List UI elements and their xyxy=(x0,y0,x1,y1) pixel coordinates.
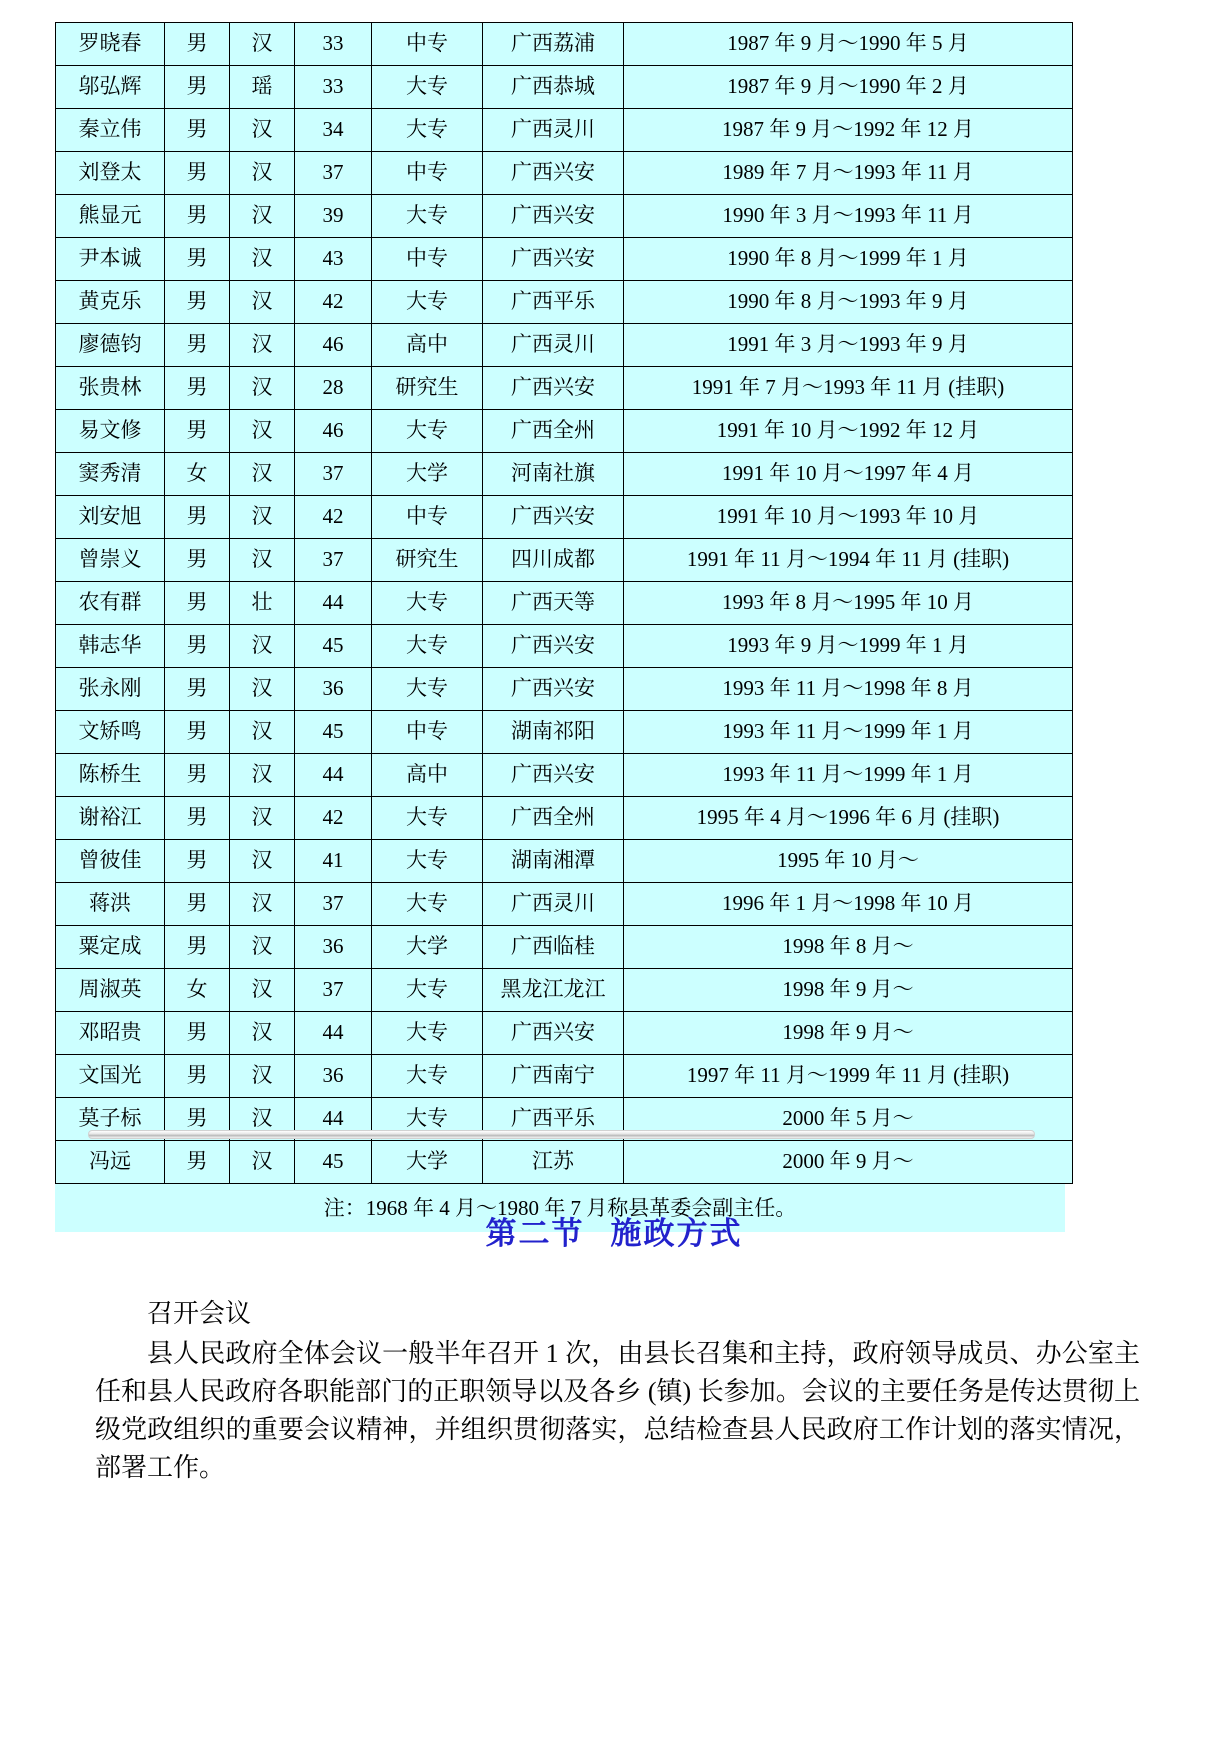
cell-term: 1987 年 9 月～1992 年 12 月 xyxy=(624,109,1073,152)
cell-age: 44 xyxy=(295,1098,372,1141)
cell-age: 44 xyxy=(295,754,372,797)
table-row xyxy=(56,23,1073,66)
cell-origin: 河南社旗 xyxy=(483,453,624,496)
cell-origin: 广西临桂 xyxy=(483,926,624,969)
content-paragraph: 县人民政府全体会议一般半年召开 1 次，由县长召集和主持，政府领导成员、办公室主任和县人民政府各职能部门的正职领导以及各乡 (镇) 长参加。会议的主要任务是传达贯彻上级党政组织的重要会议精神，并组织贯彻落实，总结检查县人民政府工作计划的落实情况，部署工作。 xyxy=(95,1338,1140,1482)
cell-name: 韩志华 xyxy=(56,625,165,668)
cell-age: 36 xyxy=(295,926,372,969)
cell-term: 1996 年 1 月～1998 年 10 月 xyxy=(624,883,1073,926)
cell-education: 大专 xyxy=(372,969,483,1012)
cell-term: 1991 年 10 月～1997 年 4 月 xyxy=(624,453,1073,496)
cell-age: 37 xyxy=(295,453,372,496)
cell-name: 莫子标 xyxy=(56,1098,165,1141)
cell-sex: 男 xyxy=(165,152,230,195)
cell-ethnicity: 汉 xyxy=(230,367,295,410)
officials-roster-table xyxy=(55,22,1073,1184)
cell-education: 大专 xyxy=(372,1055,483,1098)
section-divider xyxy=(88,1130,1035,1139)
cell-education: 大专 xyxy=(372,195,483,238)
cell-name: 文矫鸣 xyxy=(56,711,165,754)
cell-education: 中专 xyxy=(372,23,483,66)
table-row xyxy=(56,152,1073,195)
cell-sex: 男 xyxy=(165,625,230,668)
cell-education: 大专 xyxy=(372,582,483,625)
cell-ethnicity: 汉 xyxy=(230,1098,295,1141)
cell-origin: 广西灵川 xyxy=(483,109,624,152)
cell-age: 36 xyxy=(295,1055,372,1098)
cell-education: 研究生 xyxy=(372,367,483,410)
cell-sex: 男 xyxy=(165,883,230,926)
cell-ethnicity: 汉 xyxy=(230,410,295,453)
cell-term: 1990 年 8 月～1993 年 9 月 xyxy=(624,281,1073,324)
cell-sex: 男 xyxy=(165,281,230,324)
table-row xyxy=(56,926,1073,969)
cell-term: 1993 年 8 月～1995 年 10 月 xyxy=(624,582,1073,625)
cell-age: 37 xyxy=(295,969,372,1012)
cell-term: 1998 年 9 月～ xyxy=(624,969,1073,1012)
cell-name: 熊显元 xyxy=(56,195,165,238)
table-row xyxy=(56,410,1073,453)
cell-ethnicity: 汉 xyxy=(230,238,295,281)
cell-ethnicity: 汉 xyxy=(230,883,295,926)
cell-sex: 男 xyxy=(165,496,230,539)
cell-term: 1991 年 11 月～1994 年 11 月 (挂职) xyxy=(624,539,1073,582)
cell-origin: 四川成都 xyxy=(483,539,624,582)
cell-term: 1987 年 9 月～1990 年 2 月 xyxy=(624,66,1073,109)
cell-name: 冯远 xyxy=(56,1141,165,1184)
cell-origin: 广西兴安 xyxy=(483,496,624,539)
cell-name: 张贵林 xyxy=(56,367,165,410)
cell-education: 大专 xyxy=(372,109,483,152)
table-row xyxy=(56,195,1073,238)
cell-name: 黄克乐 xyxy=(56,281,165,324)
cell-education: 中专 xyxy=(372,238,483,281)
table-row xyxy=(56,281,1073,324)
cell-ethnicity: 汉 xyxy=(230,152,295,195)
cell-sex: 女 xyxy=(165,453,230,496)
table-row xyxy=(56,238,1073,281)
cell-sex: 男 xyxy=(165,195,230,238)
cell-age: 28 xyxy=(295,367,372,410)
cell-origin: 广西全州 xyxy=(483,797,624,840)
cell-name: 蒋洪 xyxy=(56,883,165,926)
cell-sex: 男 xyxy=(165,539,230,582)
cell-ethnicity: 汉 xyxy=(230,281,295,324)
cell-origin: 广西兴安 xyxy=(483,195,624,238)
cell-age: 37 xyxy=(295,539,372,582)
cell-ethnicity: 汉 xyxy=(230,1012,295,1055)
table-row xyxy=(56,66,1073,109)
cell-name: 刘安旭 xyxy=(56,496,165,539)
cell-name: 邬弘辉 xyxy=(56,66,165,109)
cell-origin: 广西全州 xyxy=(483,410,624,453)
cell-ethnicity: 汉 xyxy=(230,195,295,238)
cell-age: 44 xyxy=(295,582,372,625)
table-row xyxy=(56,453,1073,496)
cell-education: 大专 xyxy=(372,668,483,711)
table-note: 注：1968 年 4 月～1980 年 7 月称县革委会副主任。 xyxy=(55,1184,1065,1232)
cell-age: 33 xyxy=(295,23,372,66)
cell-name: 窦秀清 xyxy=(56,453,165,496)
cell-education: 大专 xyxy=(372,1098,483,1141)
cell-age: 42 xyxy=(295,797,372,840)
cell-term: 1998 年 8 月～ xyxy=(624,926,1073,969)
cell-sex: 男 xyxy=(165,754,230,797)
section-title: 施政方式 xyxy=(610,1216,743,1251)
cell-name: 廖德钧 xyxy=(56,324,165,367)
cell-ethnicity: 汉 xyxy=(230,453,295,496)
cell-origin: 广西恭城 xyxy=(483,66,624,109)
cell-education: 大专 xyxy=(372,625,483,668)
cell-term: 1991 年 3 月～1993 年 9 月 xyxy=(624,324,1073,367)
cell-term: 1993 年 11 月～1999 年 1 月 xyxy=(624,754,1073,797)
cell-sex: 男 xyxy=(165,66,230,109)
cell-name: 易文修 xyxy=(56,410,165,453)
section-heading xyxy=(0,1208,1228,1253)
cell-origin: 广西平乐 xyxy=(483,281,624,324)
cell-term: 1993 年 11 月～1998 年 8 月 xyxy=(624,668,1073,711)
table-row xyxy=(56,754,1073,797)
content-subheading: 召开会议 xyxy=(147,1299,252,1328)
cell-education: 大专 xyxy=(372,797,483,840)
cell-age: 42 xyxy=(295,496,372,539)
cell-origin: 广西灵川 xyxy=(483,883,624,926)
cell-origin: 黑龙江龙江 xyxy=(483,969,624,1012)
cell-origin: 湖南湘潭 xyxy=(483,840,624,883)
cell-age: 46 xyxy=(295,324,372,367)
cell-origin: 广西兴安 xyxy=(483,754,624,797)
cell-name: 谢裕江 xyxy=(56,797,165,840)
cell-term: 1998 年 9 月～ xyxy=(624,1012,1073,1055)
table-body xyxy=(56,23,1073,1184)
table-row xyxy=(56,840,1073,883)
cell-term: 1990 年 3 月～1993 年 11 月 xyxy=(624,195,1073,238)
cell-education: 大学 xyxy=(372,926,483,969)
table-row xyxy=(56,539,1073,582)
cell-sex: 男 xyxy=(165,1012,230,1055)
cell-ethnicity: 壮 xyxy=(230,582,295,625)
cell-education: 高中 xyxy=(372,324,483,367)
cell-sex: 男 xyxy=(165,840,230,883)
cell-sex: 男 xyxy=(165,23,230,66)
cell-ethnicity: 瑶 xyxy=(230,66,295,109)
cell-term: 2000 年 9 月～ xyxy=(624,1141,1073,1184)
cell-education: 大专 xyxy=(372,410,483,453)
cell-ethnicity: 汉 xyxy=(230,539,295,582)
cell-sex: 男 xyxy=(165,1098,230,1141)
table-row xyxy=(56,109,1073,152)
cell-term: 1991 年 10 月～1993 年 10 月 xyxy=(624,496,1073,539)
cell-age: 36 xyxy=(295,668,372,711)
cell-sex: 女 xyxy=(165,969,230,1012)
cell-education: 大专 xyxy=(372,883,483,926)
cell-term: 1991 年 7 月～1993 年 11 月 (挂职) xyxy=(624,367,1073,410)
table-row xyxy=(56,582,1073,625)
cell-origin: 湖南祁阳 xyxy=(483,711,624,754)
cell-sex: 男 xyxy=(165,668,230,711)
table-row xyxy=(56,1012,1073,1055)
cell-age: 45 xyxy=(295,711,372,754)
cell-sex: 男 xyxy=(165,109,230,152)
cell-age: 46 xyxy=(295,410,372,453)
officials-roster-table-wrapper xyxy=(55,22,1065,1232)
table-row xyxy=(56,1055,1073,1098)
cell-sex: 男 xyxy=(165,238,230,281)
cell-age: 33 xyxy=(295,66,372,109)
section-number: 第二节 xyxy=(485,1216,585,1251)
cell-education: 研究生 xyxy=(372,539,483,582)
cell-origin: 广西荔浦 xyxy=(483,23,624,66)
table-row xyxy=(56,668,1073,711)
cell-education: 中专 xyxy=(372,152,483,195)
cell-ethnicity: 汉 xyxy=(230,1141,295,1184)
cell-name: 文国光 xyxy=(56,1055,165,1098)
cell-term: 2000 年 5 月～ xyxy=(624,1098,1073,1141)
cell-age: 43 xyxy=(295,238,372,281)
cell-education: 大学 xyxy=(372,453,483,496)
cell-name: 曾崇义 xyxy=(56,539,165,582)
cell-term: 1991 年 10 月～1992 年 12 月 xyxy=(624,410,1073,453)
cell-origin: 江苏 xyxy=(483,1141,624,1184)
cell-name: 邓昭贵 xyxy=(56,1012,165,1055)
body-content xyxy=(95,1295,1140,1489)
cell-education: 大专 xyxy=(372,840,483,883)
cell-education: 中专 xyxy=(372,711,483,754)
cell-name: 秦立伟 xyxy=(56,109,165,152)
cell-ethnicity: 汉 xyxy=(230,711,295,754)
cell-age: 34 xyxy=(295,109,372,152)
cell-sex: 男 xyxy=(165,1141,230,1184)
table-row xyxy=(56,1141,1073,1184)
cell-ethnicity: 汉 xyxy=(230,1055,295,1098)
cell-ethnicity: 汉 xyxy=(230,926,295,969)
cell-sex: 男 xyxy=(165,410,230,453)
cell-sex: 男 xyxy=(165,582,230,625)
table-row xyxy=(56,367,1073,410)
cell-name: 张永刚 xyxy=(56,668,165,711)
cell-ethnicity: 汉 xyxy=(230,797,295,840)
cell-ethnicity: 汉 xyxy=(230,109,295,152)
cell-sex: 男 xyxy=(165,797,230,840)
cell-name: 陈桥生 xyxy=(56,754,165,797)
table-row xyxy=(56,496,1073,539)
cell-name: 罗晓春 xyxy=(56,23,165,66)
cell-origin: 广西兴安 xyxy=(483,1012,624,1055)
cell-name: 周淑英 xyxy=(56,969,165,1012)
table-row xyxy=(56,625,1073,668)
table-row xyxy=(56,797,1073,840)
cell-origin: 广西平乐 xyxy=(483,1098,624,1141)
cell-origin: 广西天等 xyxy=(483,582,624,625)
cell-origin: 广西兴安 xyxy=(483,668,624,711)
cell-name: 尹本诚 xyxy=(56,238,165,281)
table-row xyxy=(56,883,1073,926)
cell-origin: 广西南宁 xyxy=(483,1055,624,1098)
cell-origin: 广西兴安 xyxy=(483,152,624,195)
cell-sex: 男 xyxy=(165,926,230,969)
cell-origin: 广西灵川 xyxy=(483,324,624,367)
cell-name: 刘登太 xyxy=(56,152,165,195)
table-row xyxy=(56,969,1073,1012)
cell-age: 45 xyxy=(295,1141,372,1184)
cell-age: 44 xyxy=(295,1012,372,1055)
table-row xyxy=(56,324,1073,367)
cell-origin: 广西兴安 xyxy=(483,367,624,410)
cell-ethnicity: 汉 xyxy=(230,496,295,539)
cell-ethnicity: 汉 xyxy=(230,625,295,668)
cell-age: 37 xyxy=(295,152,372,195)
cell-sex: 男 xyxy=(165,1055,230,1098)
cell-term: 1990 年 8 月～1999 年 1 月 xyxy=(624,238,1073,281)
cell-ethnicity: 汉 xyxy=(230,754,295,797)
cell-ethnicity: 汉 xyxy=(230,969,295,1012)
cell-ethnicity: 汉 xyxy=(230,668,295,711)
cell-age: 37 xyxy=(295,883,372,926)
cell-education: 大专 xyxy=(372,281,483,324)
cell-name: 曾彼佳 xyxy=(56,840,165,883)
cell-age: 42 xyxy=(295,281,372,324)
cell-education: 大专 xyxy=(372,1012,483,1055)
cell-term: 1997 年 11 月～1999 年 11 月 (挂职) xyxy=(624,1055,1073,1098)
cell-education: 高中 xyxy=(372,754,483,797)
cell-sex: 男 xyxy=(165,324,230,367)
cell-name: 农有群 xyxy=(56,582,165,625)
cell-name: 粟定成 xyxy=(56,926,165,969)
cell-origin: 广西兴安 xyxy=(483,238,624,281)
cell-ethnicity: 汉 xyxy=(230,23,295,66)
cell-term: 1993 年 11 月～1999 年 1 月 xyxy=(624,711,1073,754)
cell-ethnicity: 汉 xyxy=(230,324,295,367)
cell-term: 1987 年 9 月～1990 年 5 月 xyxy=(624,23,1073,66)
cell-term: 1995 年 10 月～ xyxy=(624,840,1073,883)
table-row xyxy=(56,711,1073,754)
cell-education: 大学 xyxy=(372,1141,483,1184)
cell-term: 1993 年 9 月～1999 年 1 月 xyxy=(624,625,1073,668)
cell-age: 41 xyxy=(295,840,372,883)
cell-ethnicity: 汉 xyxy=(230,840,295,883)
cell-sex: 男 xyxy=(165,711,230,754)
cell-education: 大专 xyxy=(372,66,483,109)
cell-term: 1995 年 4 月～1996 年 6 月 (挂职) xyxy=(624,797,1073,840)
cell-age: 39 xyxy=(295,195,372,238)
cell-term: 1989 年 7 月～1993 年 11 月 xyxy=(624,152,1073,195)
cell-sex: 男 xyxy=(165,367,230,410)
cell-origin: 广西兴安 xyxy=(483,625,624,668)
cell-education: 中专 xyxy=(372,496,483,539)
cell-age: 45 xyxy=(295,625,372,668)
